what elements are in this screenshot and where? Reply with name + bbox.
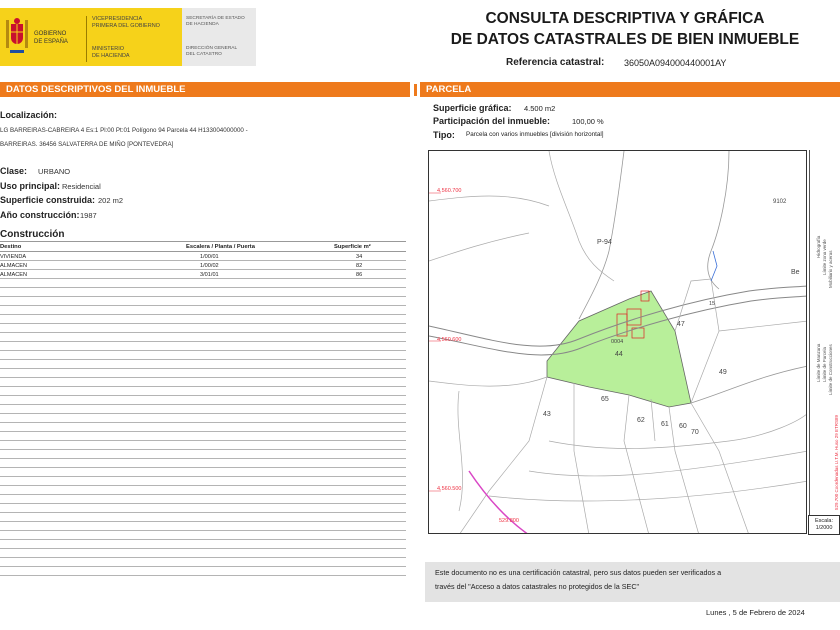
parcel-boundary xyxy=(719,321,807,331)
address-line-2: BARREIRAS. 36456 SALVATERRA DE MIÑO [PONTEVEDRA] xyxy=(0,141,174,148)
parcel-boundary xyxy=(429,233,529,261)
parcel-boundary xyxy=(458,391,463,511)
cell-superficie: 86 xyxy=(356,272,363,278)
empty-table-row xyxy=(0,432,406,441)
document-title xyxy=(420,8,830,50)
empty-table-row xyxy=(0,558,406,567)
empty-table-row xyxy=(0,369,406,378)
empty-table-row xyxy=(0,459,406,468)
empty-table-row xyxy=(0,279,406,288)
construccion-title: Construcción xyxy=(0,229,65,240)
col-destino: Destino xyxy=(0,244,22,250)
empty-table-row xyxy=(0,504,406,513)
superficie-construida-value: 202 m2 xyxy=(98,196,124,205)
parcel-number: 60 xyxy=(679,423,687,430)
empty-table-row xyxy=(0,549,406,558)
parcel-number: 61 xyxy=(661,421,669,428)
notice-line-1: Este documento no es una certificación catastral, pero sus datos pueden ser verificados a xyxy=(435,568,722,577)
road-line xyxy=(579,151,624,319)
cell-destino: VIVIENDA xyxy=(0,254,27,260)
cell-destino: ALMACEN xyxy=(0,272,28,278)
empty-table-row xyxy=(0,342,406,351)
bar-tab xyxy=(414,84,417,96)
direccion-line: DEL CATASTRO xyxy=(186,52,222,57)
parcel-number: 70 xyxy=(691,429,699,436)
empty-table-row xyxy=(0,441,406,450)
empty-table-row xyxy=(0,450,406,459)
vicepresidencia-text xyxy=(92,16,178,30)
empty-table-row xyxy=(0,315,406,324)
coord-label: 4.560.700 xyxy=(437,188,462,194)
gobierno-logo-block xyxy=(0,8,182,66)
gobierno-line: GOBIERNO xyxy=(34,31,67,37)
empty-table-row xyxy=(0,378,406,387)
logo-divider xyxy=(86,16,87,62)
ministerio-line: MINISTERIO xyxy=(92,46,125,52)
notice-line-2: través del "Acceso a datos catastrales no protegidos de la SEC" xyxy=(435,582,640,591)
title-line-2: DE DATOS CATASTRALES DE BIEN INMUEBLE xyxy=(450,31,800,48)
parcel-number: 9102 xyxy=(773,199,787,205)
empty-table-row xyxy=(0,495,406,504)
parcel-boundary xyxy=(549,151,614,281)
title-line-1: CONSULTA DESCRIPTIVA Y GRÁFICA xyxy=(485,10,765,27)
parcel-boundary xyxy=(429,196,549,206)
direccion-line: DIRECCIÓN GENERAL xyxy=(186,46,238,51)
table-row xyxy=(0,261,406,270)
col-superficie: Superficie m² xyxy=(334,244,371,250)
uso-value: Residencial xyxy=(62,182,101,191)
empty-table-row xyxy=(0,531,406,540)
empty-table-row xyxy=(0,333,406,342)
parcel-number: 15 xyxy=(709,301,716,307)
coord-label: 4.560.500 xyxy=(437,486,462,492)
legend-item: Límite de Parcela xyxy=(822,346,827,382)
cell-superficie: 34 xyxy=(356,254,363,260)
address-line-1: LG BARREIRAS-CABREIRA 4 Es:1 Pl:00 Pt:01 Polígono 94 Parcela 44 H133004000000 - xyxy=(0,127,248,134)
empty-table-row xyxy=(0,540,406,549)
tipo-label: Tipo: xyxy=(433,130,455,140)
empty-table-row xyxy=(0,405,406,414)
empty-table-row xyxy=(0,306,406,315)
table-header xyxy=(0,241,406,252)
gobierno-line: DE ESPAÑA xyxy=(34,39,68,45)
cell-escalera: 1/00/02 xyxy=(200,263,219,269)
empty-table-row xyxy=(0,414,406,423)
disclaimer-notice xyxy=(425,562,840,602)
cell-superficie: 82 xyxy=(356,263,363,269)
referencia-value: 36050A094000440001AY xyxy=(624,58,727,68)
municipal-boundary-line xyxy=(469,471,529,534)
parcel-boundary xyxy=(691,403,749,534)
secretaria-block xyxy=(182,8,256,66)
vicepresidencia-line: VICEPRESIDENCIA xyxy=(92,16,143,22)
parcel-boundary xyxy=(574,383,589,534)
parcel-number: 65 xyxy=(601,396,609,403)
parcel-number: 62 xyxy=(637,417,645,424)
col-escalera: Escalera / Planta / Puerta xyxy=(186,244,255,250)
parcel-number: Be xyxy=(791,269,800,276)
table-row xyxy=(0,270,406,279)
table-row xyxy=(0,252,406,261)
parcel-number: 43 xyxy=(543,411,551,418)
scale-value: 1/2000 xyxy=(815,525,833,531)
parcel-number: 44 xyxy=(615,351,623,358)
parcel-number: 47 xyxy=(677,321,685,328)
parcel-number: P-94 xyxy=(597,239,612,246)
datos-descriptivos-bar: DATOS DESCRIPTIVOS DEL INMUEBLE xyxy=(0,82,410,97)
empty-table-row xyxy=(0,396,406,405)
coord-label: 529.800 xyxy=(499,518,519,524)
legend-item: Hidrografía xyxy=(816,235,821,258)
direccion-text xyxy=(186,46,237,58)
vicepresidencia-line: PRIMERA DEL GOBIERNO xyxy=(92,23,160,29)
anio-label: Año construcción: xyxy=(0,210,80,220)
ministerio-text xyxy=(92,46,130,60)
scale-box xyxy=(808,515,840,535)
parcel-boundary xyxy=(549,413,807,449)
superficie-grafica-value: 4.500 m2 xyxy=(524,104,556,113)
parcel-boundary xyxy=(429,377,547,386)
empty-table-row xyxy=(0,288,406,297)
legend-item: Límite de Manzana xyxy=(816,343,821,382)
empty-table-row xyxy=(0,513,406,522)
empty-table-row xyxy=(0,423,406,432)
road-line xyxy=(691,366,807,403)
anio-value: 1987 xyxy=(80,211,97,220)
empty-table-row xyxy=(0,477,406,486)
gobierno-text xyxy=(34,30,68,46)
secretaria-line: DE HACIENDA xyxy=(186,22,219,27)
empty-table-row xyxy=(0,297,406,306)
participacion-value: 100,00 % xyxy=(572,117,604,126)
secretaria-line: SECRETARÍA DE ESTADO xyxy=(186,16,245,21)
empty-table-row xyxy=(0,567,406,576)
cadastral-map[interactable] xyxy=(428,150,807,534)
clase-label: Clase: xyxy=(0,166,28,176)
empty-table-row xyxy=(0,351,406,360)
parcel-boundary xyxy=(489,481,807,501)
tipo-value: Parcela con varios inmuebles [división horizontal] xyxy=(466,131,604,138)
legend-item: Límite de Construcciones xyxy=(828,344,833,395)
empty-table-row xyxy=(0,387,406,396)
localizacion-label: Localización: xyxy=(0,110,58,120)
superficie-construida-label: Superficie construida: xyxy=(0,195,96,205)
empty-table-row xyxy=(0,522,406,531)
parcel-boundary xyxy=(459,377,547,534)
cell-escalera: 1/00/01 xyxy=(200,254,219,260)
referencia-label: Referencia catastral: xyxy=(506,57,605,68)
empty-rows xyxy=(0,279,406,576)
coat-of-arms-icon xyxy=(4,16,30,56)
scale-label: Escala: xyxy=(814,518,834,524)
parcela-bar: PARCELA xyxy=(420,82,840,97)
construccion-table xyxy=(0,241,406,576)
cell-escalera: 3/01/01 xyxy=(200,272,219,278)
legend-item: Límite zona verde xyxy=(822,239,827,275)
superficie-grafica-label: Superficie gráfica: xyxy=(433,103,512,113)
parcel-boundary xyxy=(624,395,649,534)
empty-table-row xyxy=(0,468,406,477)
map-legend xyxy=(809,150,840,515)
empty-table-row xyxy=(0,360,406,369)
empty-table-row xyxy=(0,324,406,333)
legend-item: Mobiliario y aceras xyxy=(828,250,833,288)
cell-destino: ALMACEN xyxy=(0,263,28,269)
ministerio-line: DE HACIENDA xyxy=(92,53,130,59)
legend-coordinates: 529.700 Coordenadas U.T.M. Huso 29 ETRS89 xyxy=(834,414,839,510)
document-date: Lunes , 5 de Febrero de 2024 xyxy=(706,608,805,617)
parcel-boundary xyxy=(651,399,655,441)
secretaria-text xyxy=(186,16,245,28)
participacion-label: Participación del inmueble: xyxy=(433,116,551,126)
coord-label: 4.560.600 xyxy=(437,337,462,343)
parcel-boundary xyxy=(529,451,807,476)
parcel-number: 49 xyxy=(719,369,727,376)
parcel-number: 0004 xyxy=(611,339,624,345)
road-line xyxy=(708,151,729,289)
water-line xyxy=(711,251,717,281)
clase-value: URBANO xyxy=(38,167,71,176)
empty-table-row xyxy=(0,486,406,495)
uso-label: Uso principal: xyxy=(0,181,61,191)
